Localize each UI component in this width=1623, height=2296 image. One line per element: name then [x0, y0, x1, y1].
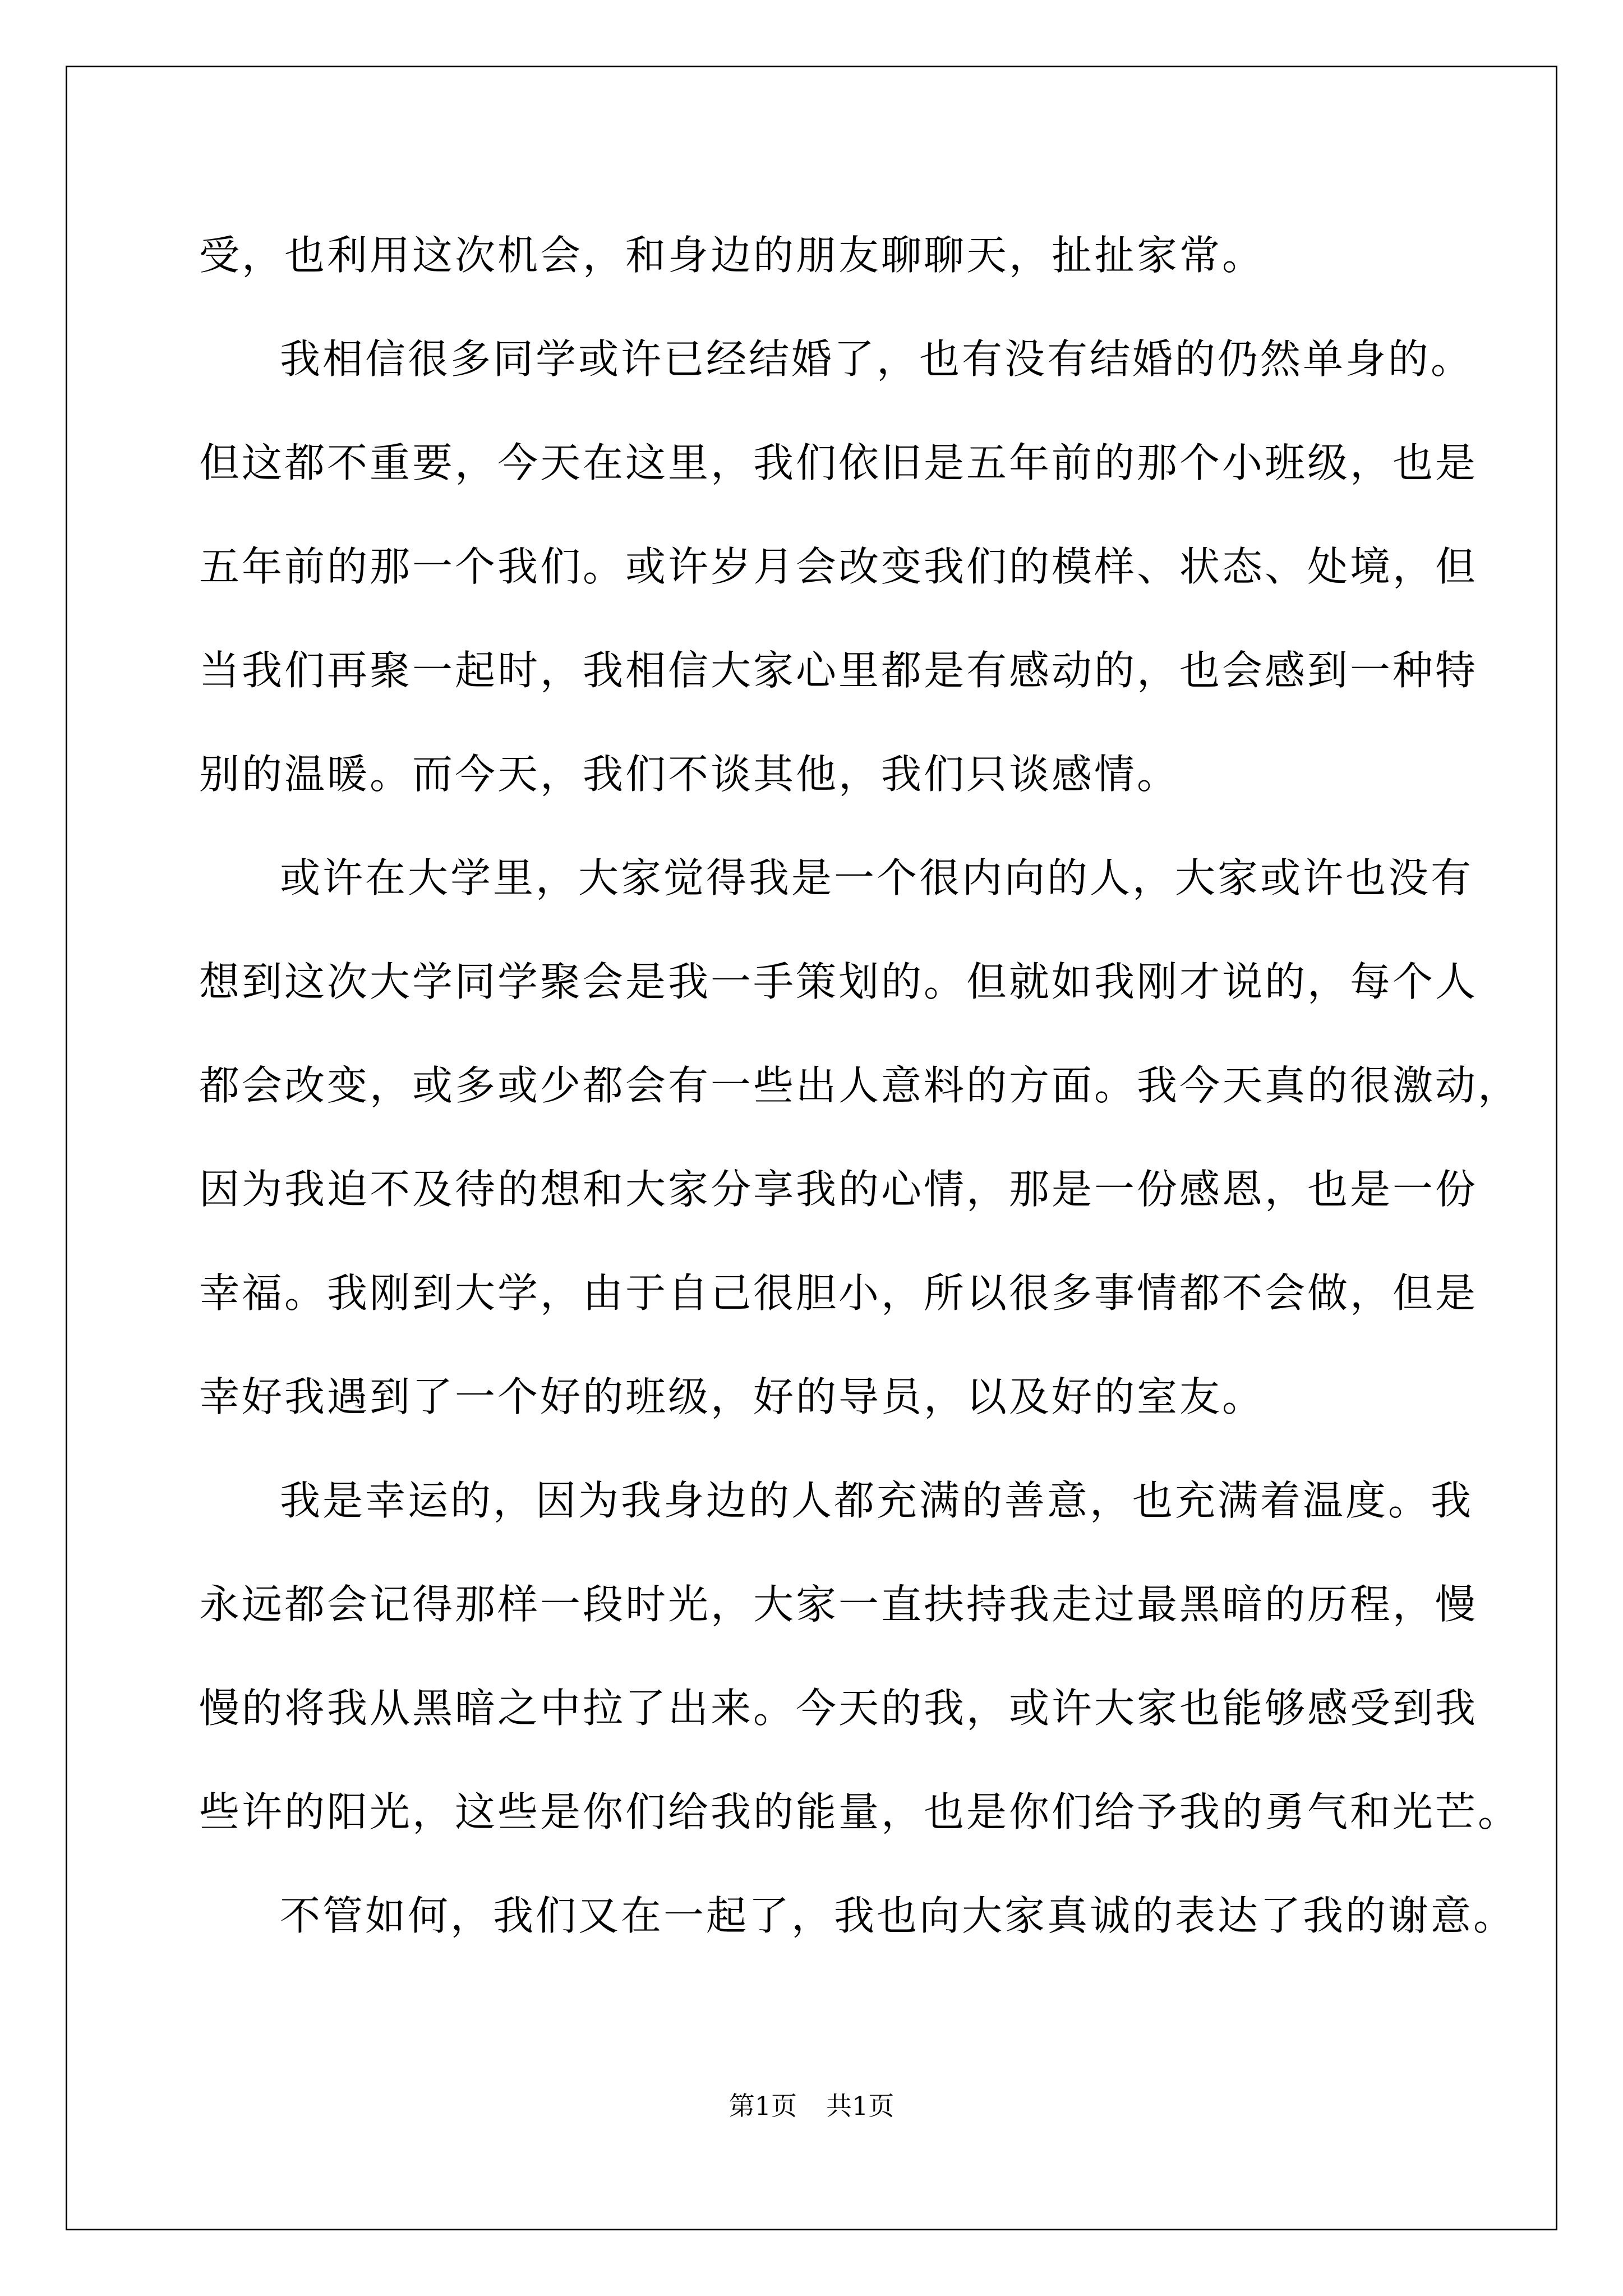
- text-line: 当我们再聚一起时，我相信大家心里都是有感动的，也会感到一种特: [199, 647, 1478, 694]
- text-line: 幸福。我刚到大学，由于自己很胆小，所以很多事情都不会做，但是: [199, 1269, 1478, 1317]
- page-number-current: 第1页: [728, 2091, 797, 2121]
- text-line: 幸好我遇到了一个好的班级，好的导员，以及好的室友。: [199, 1373, 1265, 1420]
- paragraph-start-line: 或许在大学里，大家觉得我是一个很内向的人，大家或许也没有: [280, 854, 1474, 901]
- page-footer: [0, 2086, 1623, 2123]
- page-number-total: 共1页: [826, 2091, 895, 2121]
- text-line: 受，也利用这次机会，和身边的朋友聊聊天，扯扯家常。: [199, 232, 1265, 279]
- paragraph-start-line: 我是幸运的，因为我身边的人都充满的善意，也充满着温度。我: [280, 1477, 1474, 1524]
- paragraph-start-line: 不管如何，我们又在一起了，我也向大家真诚的表达了我的谢意。: [280, 1892, 1516, 1939]
- text-line: 慢的将我从黑暗之中拉了出来。今天的我，或许大家也能够感受到我: [199, 1685, 1478, 1732]
- text-line: 但这都不重要，今天在这里，我们依旧是五年前的那个小班级，也是: [199, 439, 1478, 486]
- paragraph-start-line: 我相信很多同学或许已经结婚了，也有没有结婚的仍然单身的。: [280, 335, 1474, 383]
- text-line: 因为我迫不及待的想和大家分享我的心情，那是一份感恩，也是一份: [199, 1166, 1478, 1213]
- text-line: 都会改变，或多或少都会有一些出人意料的方面。我今天真的很激动，: [199, 1062, 1521, 1109]
- text-line: 永远都会记得那样一段时光，大家一直扶持我走过最黑暗的历程，慢: [199, 1581, 1478, 1628]
- text-line: 些许的阳光，这些是你们给我的能量，也是你们给予我的勇气和光芒。: [199, 1788, 1521, 1835]
- text-line: 五年前的那一个我们。或许岁月会改变我们的模样、状态、处境，但: [199, 543, 1478, 590]
- text-line: 别的温暖。而今天，我们不谈其他，我们只谈感情。: [199, 751, 1180, 798]
- text-line: 想到这次大学同学聚会是我一手策划的。但就如我刚才说的，每个人: [199, 958, 1478, 1005]
